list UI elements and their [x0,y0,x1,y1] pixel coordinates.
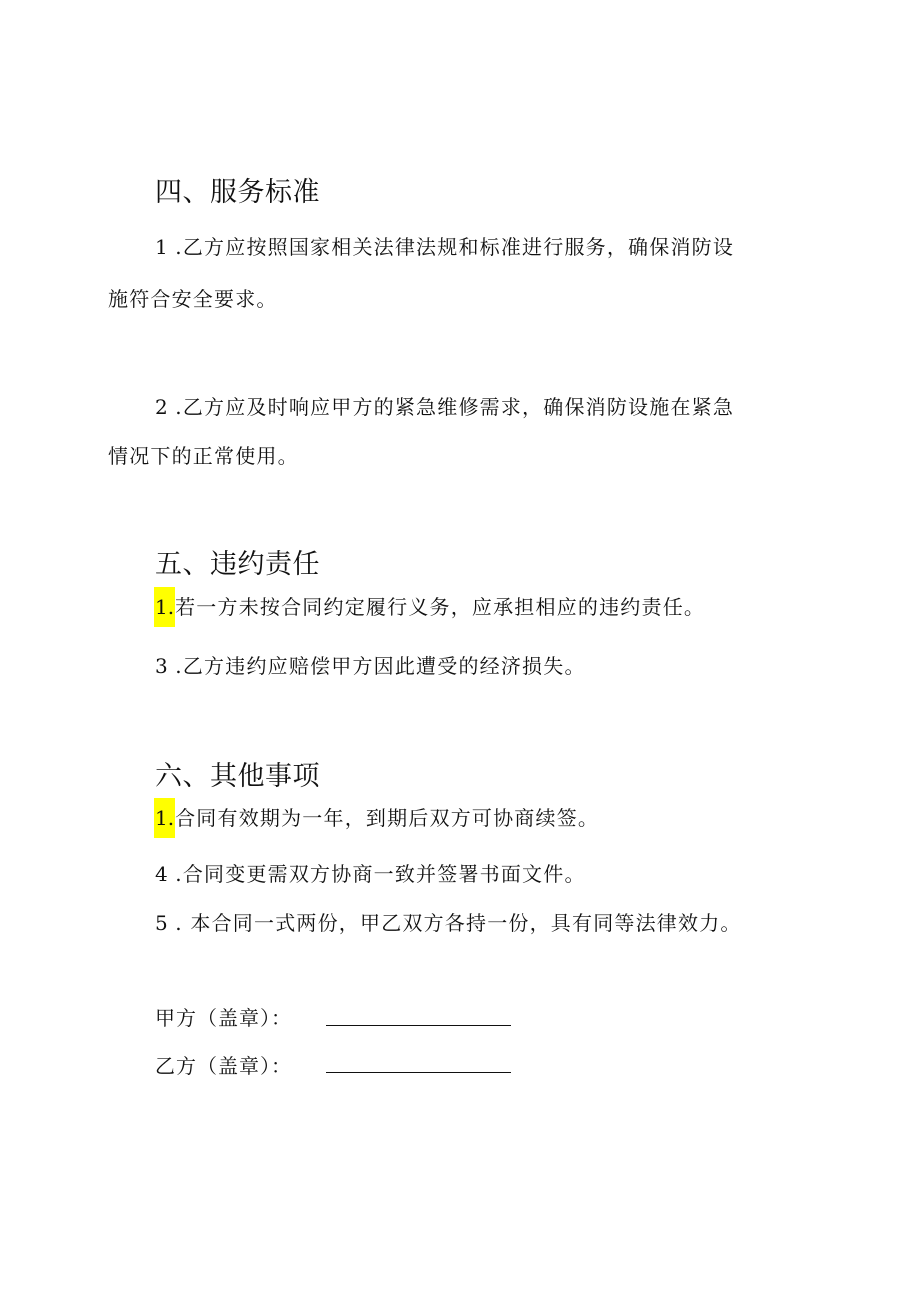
party-b-seal-label: 乙方（盖章）： [155,1054,292,1078]
clause-5-3 [155,650,586,679]
clause-number: 1 [155,235,168,259]
section-heading-other-matters: 六、其他事项 [155,761,320,792]
clause-number: 5 [155,911,168,935]
section-heading-breach-liability: 五、违约责任 [155,549,320,580]
clause-text: 若一方未按合同约定履行义务，应承担相应的违约责任。 [175,595,706,619]
clause-number: 2 [155,395,168,419]
clause-text: .乙方违约应赔偿甲方因此遭受的经济损失。 [167,654,586,678]
clause-text: 合同有效期为一年，到期后双方可协商续签。 [175,806,600,830]
highlighted-clause-number: 1. [154,587,175,627]
clause-text: .合同变更需双方协商一致并签署书面文件。 [167,862,586,886]
clause-number: 4 [155,862,168,886]
clause-6-4 [155,858,586,887]
party-a-seal-label: 甲方（盖章）： [155,1006,292,1030]
clause-number: 3 [155,654,168,678]
clause-5-1 [154,587,705,627]
clause-4-2-line1 [155,391,734,420]
highlighted-clause-number: 1. [154,798,175,838]
section-heading-service-standards: 四、服务标准 [155,177,320,208]
party-a-signature-line [326,1025,511,1026]
clause-4-1-line1 [155,231,734,260]
clause-text: . 本合同一式两份，甲乙双方各持一份，具有同等法律效力。 [167,911,742,935]
party-b-signature-line [326,1072,511,1073]
clause-4-1-line2: 施符合安全要求。 [108,287,278,311]
clause-text: .乙方应按照国家相关法律法规和标准进行服务，确保消防设 [167,235,735,259]
clause-6-5 [155,907,742,936]
clause-4-2-line2: 情况下的正常使用。 [108,444,299,468]
clause-text: .乙方应及时响应甲方的紧急维修需求，确保消防设施在紧急 [167,395,735,419]
clause-6-1 [154,798,599,838]
